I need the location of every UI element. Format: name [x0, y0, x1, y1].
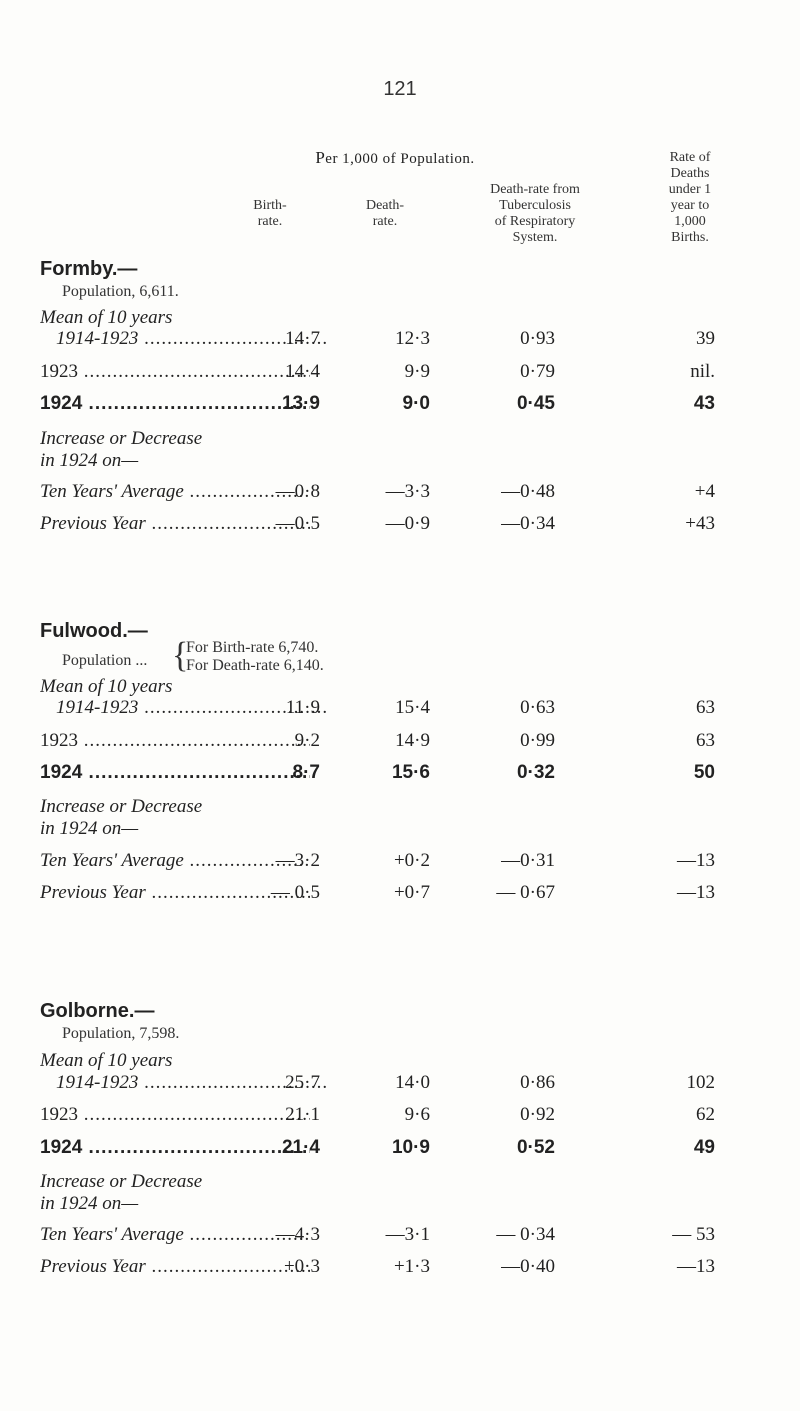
incdec-heading-2 — [0, 818, 800, 848]
tb-rate: 0·92 — [520, 1104, 555, 1125]
birth-rate: 9·2 — [294, 730, 320, 751]
header-per-population: Per 1,000 of Population. — [315, 148, 475, 167]
birth-rate: —0·5 — [275, 513, 320, 534]
birth-rate: 14·4 — [285, 361, 320, 382]
section-title: Formby.— — [40, 258, 138, 280]
row-1923 — [0, 361, 800, 391]
population-birth: For Birth-rate 6,740. — [186, 639, 319, 656]
infant-rate: — 53 — [672, 1224, 715, 1245]
infant-rate: +4 — [694, 481, 715, 502]
tb-rate: 0·63 — [520, 697, 555, 718]
tb-rate: — 0·34 — [496, 1224, 555, 1245]
header-tb-death-rate: Death-rate from Tuberculosis of Respiratory System. — [490, 182, 580, 245]
infant-rate: 50 — [693, 762, 715, 783]
tb-rate: —0·48 — [501, 481, 555, 502]
birth-rate: —4·3 — [275, 1224, 320, 1245]
infant-rate: 63 — [696, 730, 715, 751]
death-rate: +1·3 — [393, 1256, 430, 1277]
row-1924 — [0, 1137, 800, 1167]
row-mean — [0, 1072, 800, 1102]
death-rate: 14·9 — [395, 730, 430, 751]
year-label: 1923 ..... — [40, 730, 310, 752]
mean-label: Mean of 10 years — [40, 676, 173, 697]
row-prev-year — [0, 513, 800, 543]
birth-rate: 25·7 — [285, 1072, 320, 1093]
population: Population, 7,598. — [62, 1025, 180, 1042]
tb-rate: — 0·67 — [496, 882, 555, 903]
birth-rate: 8·7 — [292, 762, 320, 783]
section-title: Golborne.— — [40, 1000, 155, 1022]
section-title: Fulwood.— — [40, 620, 148, 642]
row-ten-years — [0, 1224, 800, 1254]
tb-rate: 0·79 — [520, 361, 555, 382]
infant-rate: —13 — [677, 850, 715, 871]
death-rate: +0·7 — [393, 882, 430, 903]
incdec-heading-2 — [0, 450, 800, 480]
ten-years-label: Ten Years' Average ..... — [40, 850, 310, 872]
header-birth-rate: Birth- rate. — [253, 198, 287, 229]
tb-rate: 0·93 — [520, 328, 555, 349]
row-1924 — [0, 762, 800, 792]
incdec-label-2: in 1924 on— — [40, 450, 139, 471]
incdec-label: Increase or Decrease — [40, 428, 203, 449]
birth-rate: 21·4 — [281, 1137, 320, 1158]
death-rate: 15·4 — [395, 697, 430, 718]
row-mean — [0, 697, 800, 727]
birth-rate: —3·2 — [275, 850, 320, 871]
page-number: 121 — [383, 78, 417, 100]
infant-rate: 43 — [693, 393, 715, 414]
birth-rate: 21·1 — [285, 1104, 320, 1125]
incdec-label: Increase or Decrease — [40, 796, 203, 817]
death-rate: 9·0 — [402, 393, 430, 414]
tb-rate: —0·34 — [501, 513, 555, 534]
death-rate: —3·3 — [385, 481, 430, 502]
tb-rate: —0·40 — [501, 1256, 555, 1277]
death-rate: 12·3 — [395, 328, 430, 349]
birth-rate: 14·7 — [285, 328, 320, 349]
birth-rate: +0·3 — [283, 1256, 320, 1277]
mean-label: Mean of 10 years — [40, 1050, 173, 1071]
infant-rate: —13 — [677, 1256, 715, 1277]
tb-rate: 0·45 — [516, 393, 555, 414]
population-breakdown — [186, 639, 324, 675]
ten-years-label: Ten Years' Average ..... — [40, 481, 310, 503]
death-rate: 10·9 — [391, 1137, 430, 1158]
row-ten-years — [0, 850, 800, 880]
incdec-heading-2 — [0, 1193, 800, 1223]
birth-rate: 13·9 — [281, 393, 320, 414]
infant-rate: 39 — [696, 328, 715, 349]
death-rate: 15·6 — [391, 762, 430, 783]
infant-rate: 63 — [696, 697, 715, 718]
infant-rate: 49 — [693, 1137, 715, 1158]
infant-rate: nil. — [690, 361, 715, 382]
infant-rate: —13 — [677, 882, 715, 903]
birth-rate: — 0·5 — [270, 882, 320, 903]
population-label: Population ... — [62, 652, 148, 669]
prev-year-label: Previous Year ..... — [40, 1256, 310, 1278]
year-label: 1924 ..... — [40, 1137, 310, 1159]
row-1924 — [0, 393, 800, 423]
row-ten-years — [0, 481, 800, 511]
death-rate: —3·1 — [385, 1224, 430, 1245]
row-mean — [0, 328, 800, 358]
prev-year-label: Previous Year ..... — [40, 513, 310, 535]
mean-label: Mean of 10 years — [40, 307, 173, 328]
incdec-label-2: in 1924 on— — [40, 1193, 139, 1214]
prev-year-label: Previous Year ..... — [40, 882, 310, 904]
death-rate: —0·9 — [385, 513, 430, 534]
tb-rate: 0·86 — [520, 1072, 555, 1093]
infant-rate: 62 — [696, 1104, 715, 1125]
header-infant-mortality: Rate of Deaths under 1 year to 1,000 Births. — [668, 150, 712, 245]
row-1923 — [0, 1104, 800, 1134]
infant-rate: 102 — [686, 1072, 715, 1093]
birth-rate: —0·8 — [275, 481, 320, 502]
year-label: 1923 ..... — [40, 1104, 310, 1126]
year-label: 1924 ..... — [40, 762, 310, 784]
row-prev-year — [0, 1256, 800, 1286]
tb-rate: 0·32 — [516, 762, 555, 783]
year-label: 1923 ..... — [40, 361, 310, 383]
tb-rate: —0·31 — [501, 850, 555, 871]
mean-years-label: 1914-1923 ..... — [56, 697, 326, 719]
ten-years-label: Ten Years' Average ..... — [40, 1224, 310, 1246]
brace: { — [172, 636, 189, 675]
incdec-label: Increase or Decrease — [40, 1171, 203, 1192]
death-rate: 9·9 — [404, 361, 430, 382]
death-rate: +0·2 — [393, 850, 430, 871]
header-death-rate: Death- rate. — [365, 198, 405, 229]
mean-years-label: 1914-1923 ..... — [56, 328, 326, 350]
tb-rate: 0·52 — [516, 1137, 555, 1158]
row-prev-year — [0, 882, 800, 912]
tb-rate: 0·99 — [520, 730, 555, 751]
population: Population, 6,611. — [62, 283, 179, 300]
death-rate: 9·6 — [404, 1104, 430, 1125]
infant-rate: +43 — [685, 513, 715, 534]
death-rate: 14·0 — [395, 1072, 430, 1093]
row-1923 — [0, 730, 800, 760]
year-label: 1924 ..... — [40, 393, 310, 415]
population-death: For Death-rate 6,140. — [186, 657, 324, 674]
birth-rate: 11·9 — [285, 697, 320, 718]
incdec-label-2: in 1924 on— — [40, 818, 139, 839]
mean-years-label: 1914-1923 ..... — [56, 1072, 326, 1094]
